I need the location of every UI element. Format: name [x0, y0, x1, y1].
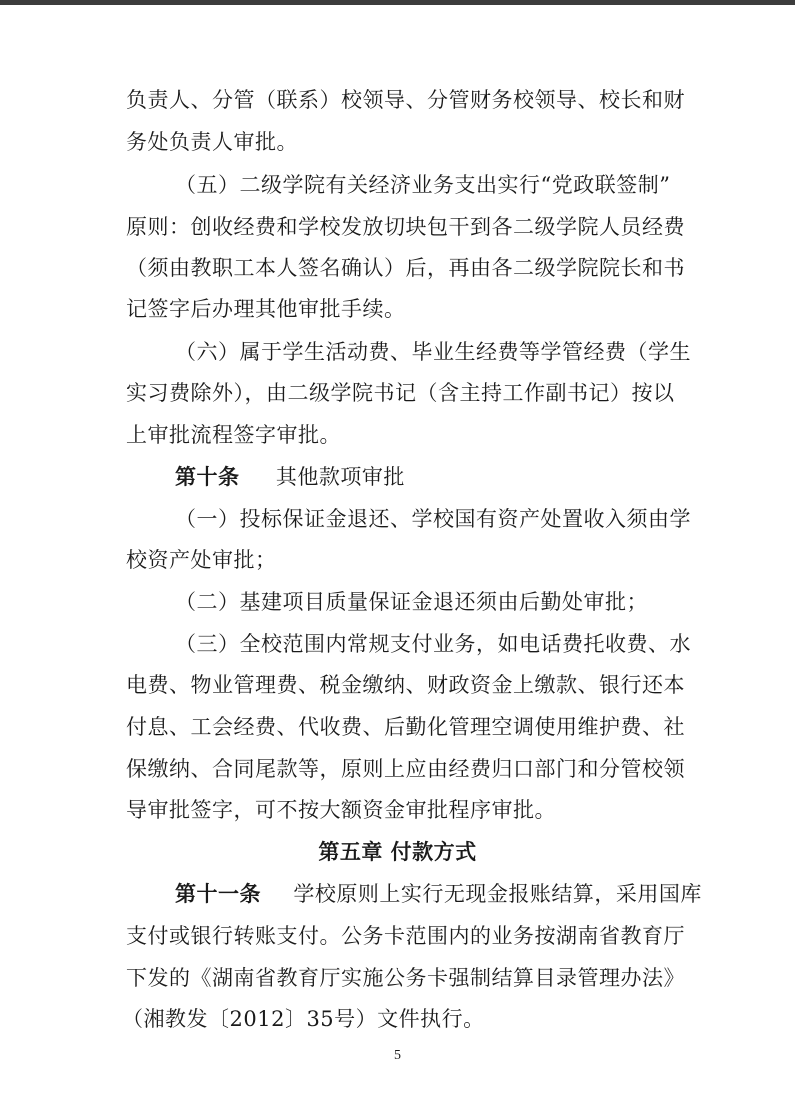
text-line: 记签字后办理其他审批手续。 [126, 297, 406, 321]
chapter-heading: 第五章 付款方式 [318, 840, 477, 864]
text-line: 务处负责人审批。 [126, 130, 298, 154]
article-10-heading [175, 467, 405, 488]
text-line: 原则：创收经费和学校发放切块包干到各二级学院人员经费 [126, 215, 685, 239]
article-label: 第十条 [175, 465, 240, 489]
text-line: （一）投标保证金退还、学校国有资产处置收入须由学 [175, 507, 691, 531]
text-line: （三）全校范围内常规支付业务，如电话费托收费、水 [175, 632, 691, 656]
article-title: 其他款项审批 [275, 465, 405, 489]
text-line: 负责人、分管（联系）校领导、分管财务校领导、校长和财 [126, 88, 685, 112]
text-line: 导审批签字，可不按大额资金审批程序审批。 [126, 798, 556, 822]
article-label: 第十一条 [175, 882, 261, 906]
article-11-first-line [175, 884, 702, 905]
article-text: 学校原则上实行无现金报账结算，采用国库 [293, 882, 702, 906]
text-line: 电费、物业管理费、税金缴纳、财政资金上缴款、银行还本 [126, 673, 685, 697]
text-line: 下发的《湖南省教育厅实施公务卡强制结算目录管理办法》 [126, 966, 685, 990]
page-number: 5 [394, 1048, 401, 1063]
text-line: 付息、工会经费、代收费、后勤化管理空调使用维护费、社 [126, 715, 685, 739]
text-line: （须由教职工本人签名确认）后，再由各二级学院院长和书 [126, 256, 685, 280]
text-line: （湘教发〔2012〕35号）文件执行。 [122, 1007, 485, 1031]
text-line: （六）属于学生活动费、毕业生经费等学管经费（学生 [175, 340, 691, 364]
text-line: 支付或银行转账支付。公务卡范围内的业务按湖南省教育厅 [126, 924, 685, 948]
text-line: 实习费除外），由二级学院书记（含主持工作副书记）按以 [126, 381, 675, 405]
text-line: 保缴纳、合同尾款等，原则上应由经费归口部门和分管校领 [126, 757, 685, 781]
text-line: （二）基建项目质量保证金退还须由后勤处审批； [175, 590, 648, 614]
text-line: 上审批流程签字审批。 [126, 423, 341, 447]
text-line: 校资产处审批； [126, 548, 277, 572]
text-line: （五）二级学院有关经济业务支出实行“党政联签制” [175, 173, 671, 197]
